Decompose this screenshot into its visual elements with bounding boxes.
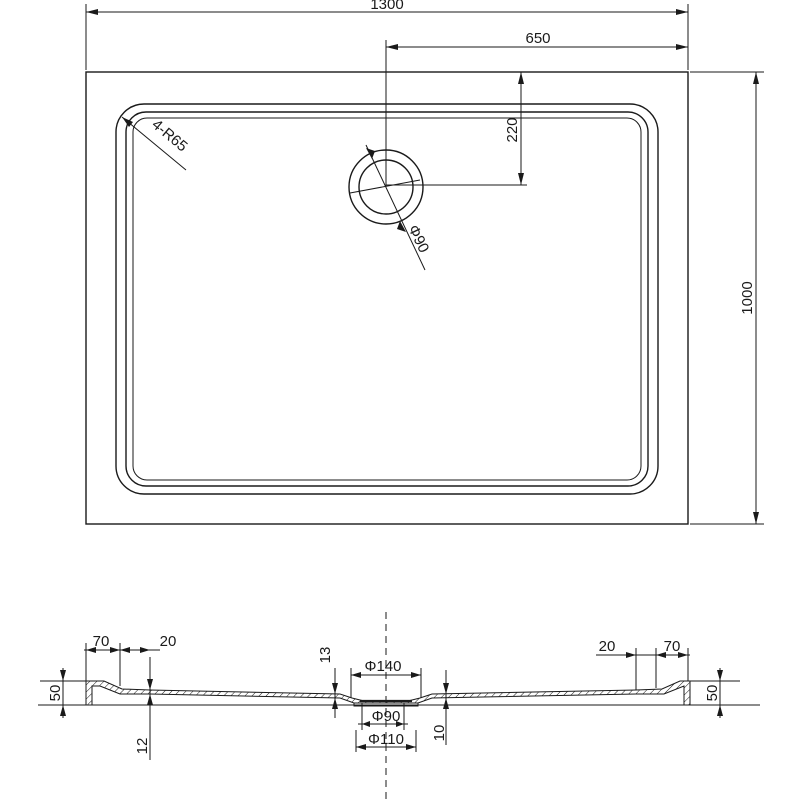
plan-view	[86, 0, 764, 524]
dim-depth-10: 10	[431, 724, 448, 742]
dim-drain-offset-y: 220	[504, 117, 521, 143]
dim-depth-13: 13	[317, 646, 334, 664]
dim-slope-left: 20	[159, 633, 177, 650]
section-view	[38, 612, 760, 800]
dim-slope-right: 20	[598, 638, 616, 655]
dim-height-right: 50	[704, 684, 721, 702]
basin-outer-rim	[116, 104, 658, 494]
dim-corner-radius: 4-R65	[148, 116, 191, 156]
dim-depth-12: 12	[134, 737, 151, 755]
dim-drain-outer: Φ140	[364, 658, 402, 675]
basin-inner-rim	[126, 112, 648, 486]
dim-overall-width: 1300	[370, 0, 404, 13]
dim-rim-right: 70	[663, 638, 681, 655]
dim-drain-diameter: Φ90	[404, 222, 433, 256]
dim-drain-inner: Φ110	[368, 731, 404, 748]
dim-height-left: 50	[47, 684, 64, 702]
basin-floor-edge	[133, 118, 641, 480]
dim-overall-length: 1000	[739, 281, 756, 315]
dim-drain-offset-x: 650	[525, 30, 551, 47]
dim-rim-left: 70	[92, 633, 110, 650]
dim-drain-mid: Φ90	[371, 708, 401, 725]
